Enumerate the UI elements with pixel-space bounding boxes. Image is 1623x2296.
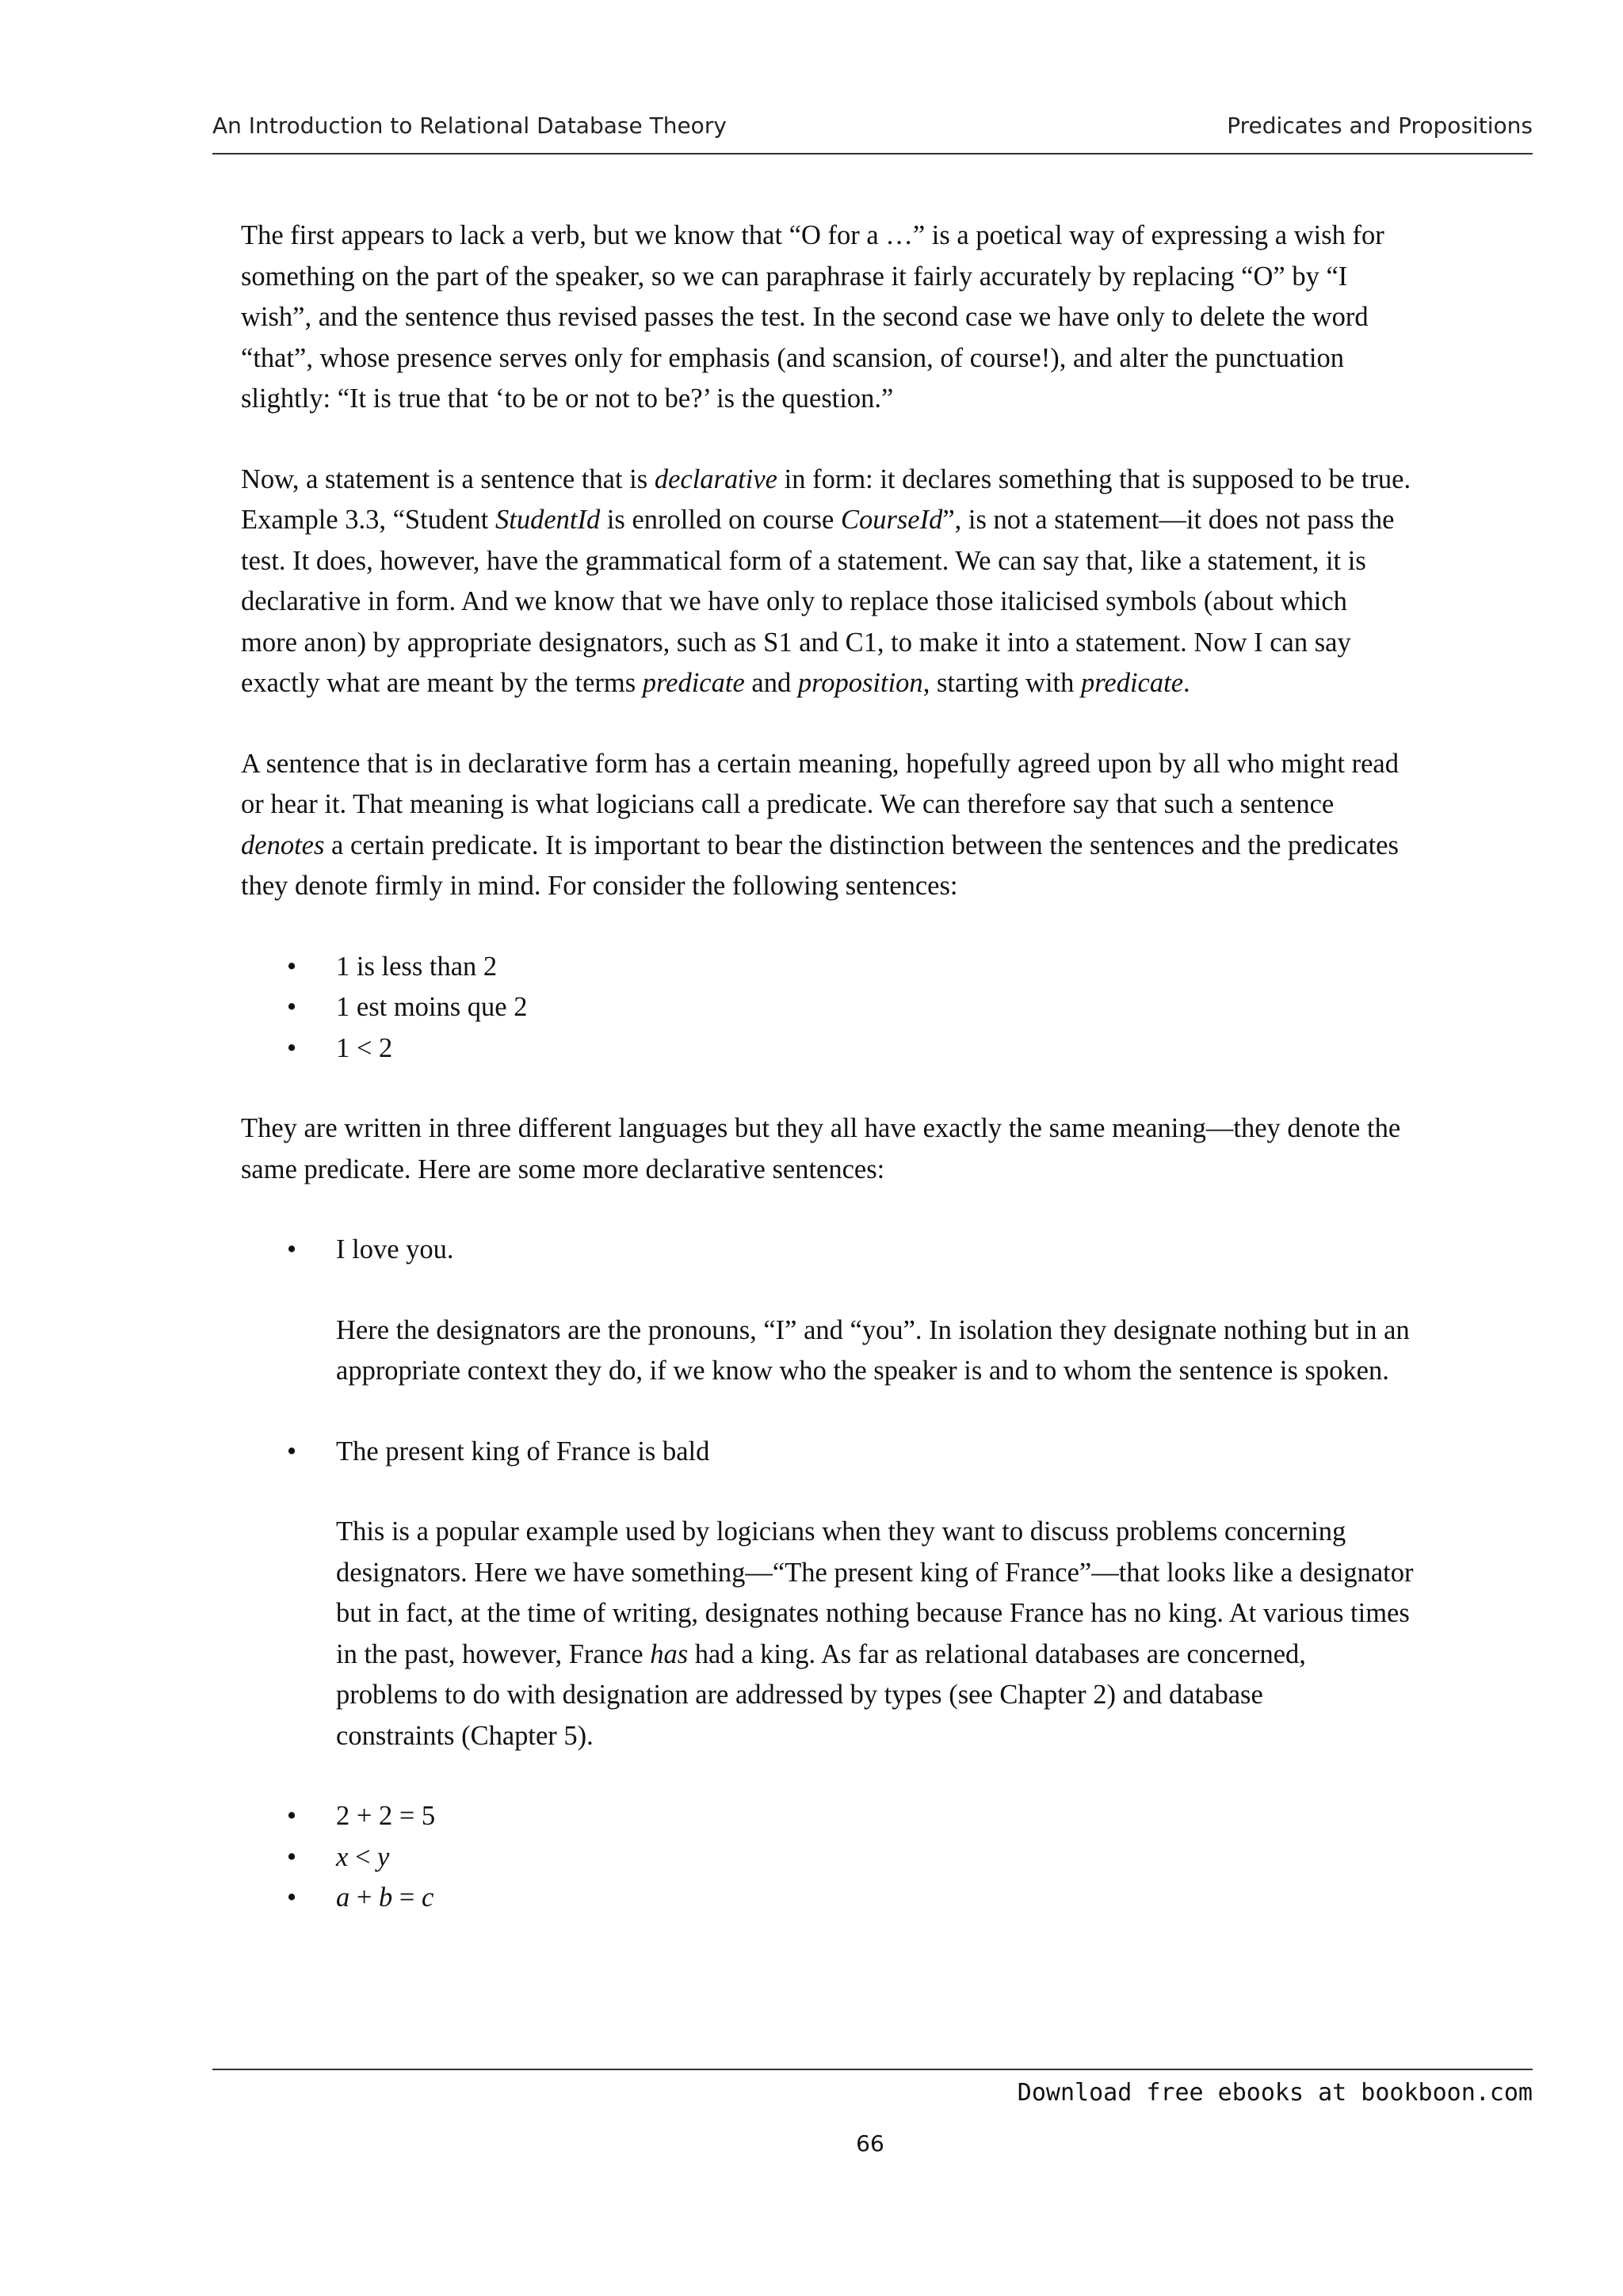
list-item: • 2 + 2 = 5 xyxy=(241,1796,1541,1837)
bullet-icon: • xyxy=(287,1436,297,1466)
header-section-title: Predicates and Propositions xyxy=(1227,113,1533,139)
footer-divider xyxy=(212,2069,1533,2070)
sentence-list-3 xyxy=(241,1796,1541,1919)
header-divider xyxy=(212,153,1533,154)
header-book-title: An Introduction to Relational Database Theory xyxy=(212,113,727,139)
download-ebooks-link[interactable]: Download free ebooks at bookboon.com xyxy=(1017,2079,1533,2107)
list-item: • x < y xyxy=(241,1837,1541,1878)
list-item: • 1 is less than 2 xyxy=(241,947,1541,988)
bullet-icon: • xyxy=(287,1234,297,1264)
bullet-icon: • xyxy=(287,1841,297,1872)
list-item: • The present king of France is bald xyxy=(241,1432,1541,1473)
list-item: • 1 est moins que 2 xyxy=(241,987,1541,1028)
bullet-icon: • xyxy=(287,992,297,1022)
sentence-list-2b xyxy=(241,1432,1541,1473)
sentence-list-2 xyxy=(241,1230,1541,1271)
page-number: 66 xyxy=(856,2130,884,2157)
running-header xyxy=(212,109,1533,154)
list-item-note: Here the designators are the pronouns, “I” and “you”. In isolation they designate nothing but in an appropriate context they do, if we know who the speaker is and to whom the sentence is spoken. xyxy=(336,1314,1410,1386)
paragraph-1: The first appears to lack a verb, but we know that “O for a …” is a poetical way of expressing a wish for something on the part of the speaker, so we can paraphrase it fairly accurately by replacing “O” by “I wish”, and the sentence thus revised passes the test. In the second case we have only to delete the word “that”, whose presence serves only for emphasis (and scansion, of course!), and alter the punctuation slightly: “It is true that ‘to be or not to be?’ is the question.” xyxy=(241,220,1384,414)
list-item: • I love you. xyxy=(241,1230,1541,1271)
bullet-icon: • xyxy=(287,951,297,982)
paragraph-4: They are written in three different languages but they all have exactly the same meaning—they denote the same predicate. Here are some more declarative sentences: xyxy=(241,1113,1401,1184)
bullet-icon: • xyxy=(287,1882,297,1913)
paragraph-2: Now, a statement is a sentence that is declarative in form: it declares something that is supposed to be true. Example 3.3, “Student StudentId is enrolled on course CourseId”, is not a statement—it does not pass the test. It does, however, have the grammatical form of a statement. We can say that, like a statement, it is declarative in form. And we know that we have only to replace those italicised symbols (about which more anon) by appropriate designators, such as S1 and C1, to make it into a statement. Now I can say exactly what are meant by the terms predicate and proposition, starting with predicate. xyxy=(241,463,1411,698)
bullet-icon: • xyxy=(287,1032,297,1063)
sentence-list-1 xyxy=(241,947,1541,1070)
paragraph-3: A sentence that is in declarative form has a certain meaning, hopefully agreed upon by all who might read or hear it. That meaning is what logicians call a predicate. We can therefore say that such a sentence denotes a certain predicate. It is important to bear the distinction between the sentences and the predicates they denote firmly in mind. For consider the following sentences: xyxy=(241,748,1399,901)
bullet-icon: • xyxy=(287,1801,297,1831)
list-item: • 1 < 2 xyxy=(241,1028,1541,1070)
list-item-note: This is a popular example used by logicians when they want to discuss problems concerning designators. Here we have something—“The present king of France”—that looks like a designator but in fact, at the time of writing, designates nothing because France has no king. At various times in the past, however, France has had a king. As far as relational databases are concerned, problems to do with designation are addressed by types (see Chapter 2) and database constraints (Chapter 5). xyxy=(336,1516,1414,1751)
body-text xyxy=(241,215,1541,1919)
list-item: • a + b = c xyxy=(241,1878,1541,1919)
